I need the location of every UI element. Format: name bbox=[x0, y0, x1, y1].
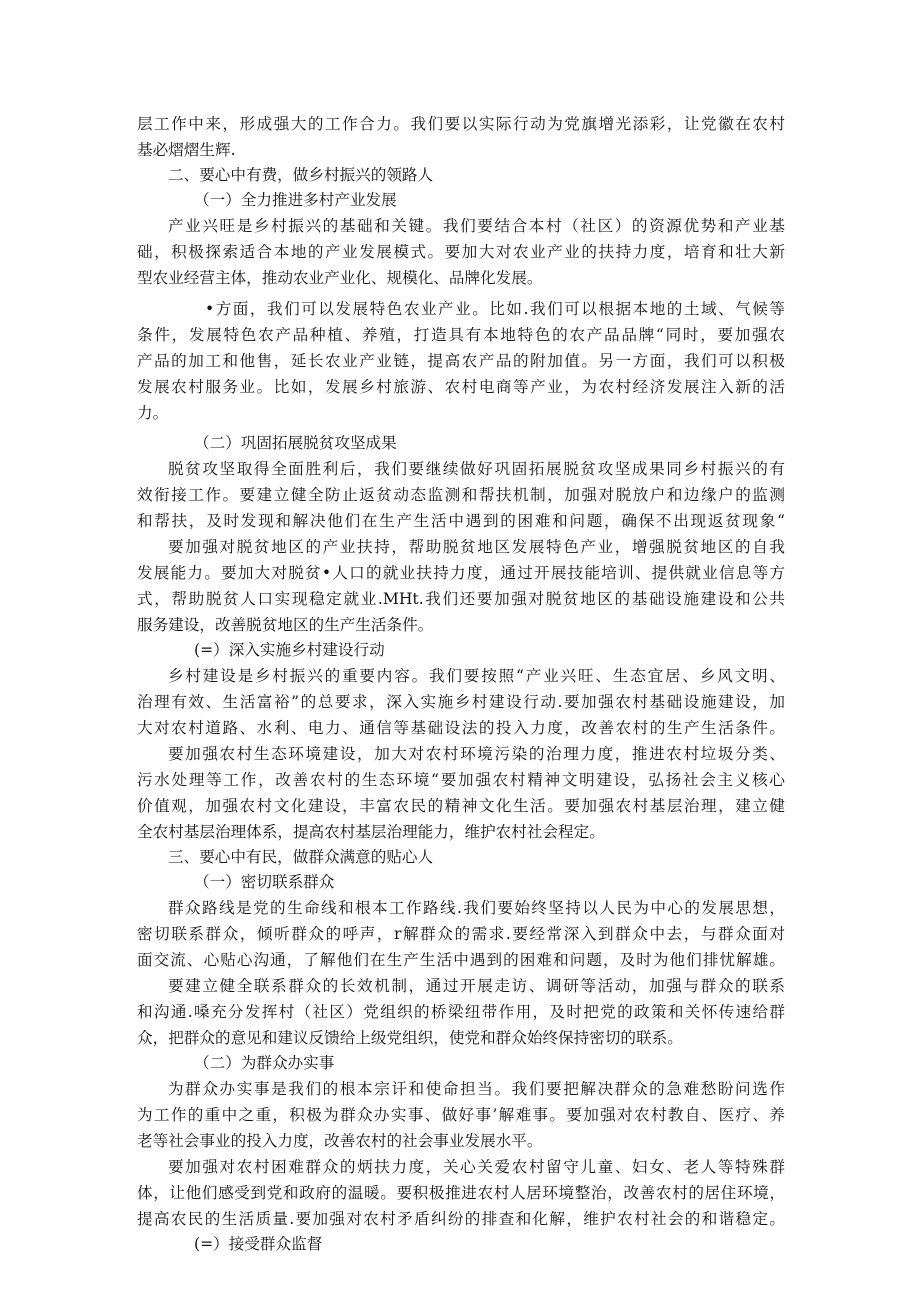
text-line: 条件，发展特色农产品种植、养殖，打造具有本地特色的农产品品牌“同时，要加强农 bbox=[137, 326, 785, 344]
text-line: 效衔接工作。要建立健全防止返贫动态监测和帮扶机制，加强对脱放户和边缘户的监测 bbox=[137, 486, 785, 504]
text-line: 老等社会事业的投入力度，改善农村的社会事业发展水平。 bbox=[137, 1132, 543, 1150]
text-line: 和沟通.嗓充分发挥村（社区）党组织的桥梁纽带作用，及时把党的政策和关怀传速给群 bbox=[137, 1003, 785, 1021]
document-body bbox=[137, 111, 785, 1257]
text-line: 要建立健全联系群众的长效机制，通过开展走访、调研等活动，加强与群众的联系 bbox=[168, 977, 785, 995]
text-line: 提高农民的生活质量.要加强对农村矛盾纠纷的排查和化解，维护农村社会的和谐稳定。 bbox=[137, 1210, 785, 1228]
text-line: 和帮扶，及时发现和解决他们在生产生活中遇到的困难和问题，确保不出现返贫现象“ bbox=[137, 512, 785, 530]
subsection-heading: （二）巩固拓展脱贫攻坚成果 bbox=[194, 434, 397, 452]
text-line: 服务建设，改善脱贫地区的生产生活条件。 bbox=[137, 616, 434, 634]
text-line: 基必熠熠生辉. bbox=[137, 141, 236, 159]
text-line: 大对农村道路、水利、电力、通信等基础设法的投入力度，改善农村的生产生活条件。 bbox=[137, 719, 785, 737]
text-line: 为工作的重中之重，积极为群众办实事、做好事’解难事。要加强对农村教自、医疗、养 bbox=[137, 1106, 785, 1124]
text-line: 层工作中来，形成强大的工作合力。我们要以实际行动为党旗增光添彩，让党徽在农村 bbox=[137, 115, 785, 133]
text-line: 面交流、心贴心沟通，了解他们在生产生活中遇到的困难和问题，及时为他们排忧解雄。 bbox=[137, 951, 785, 969]
subsection-heading: （一）密切联系群众 bbox=[194, 873, 335, 891]
text-line: 要加强对脱贫地区的产业扶持，帮助脱贫地区发展特色产业，增强脱贫地区的自我 bbox=[168, 538, 785, 556]
text-line: 体，让他们感受到党和政府的温暖。要积极推进农村人居环境整治，改善农村的居住环境， bbox=[137, 1184, 785, 1202]
text-line: 全农村基层治理体系，提高农村基层治理能力，维护农村社会程定。 bbox=[137, 823, 605, 841]
text-line: 众，把群众的意见和建议反馈给上级党组织，使党和群众始终保持密切的联系。 bbox=[137, 1029, 683, 1047]
subsection-heading: (=）接受群众监督 bbox=[194, 1235, 323, 1253]
text-line: 发展农村服务业。比如，发展乡村旅游、农村电商等产业，为农村经济发展注入新的活 bbox=[137, 378, 785, 396]
text-line: 密切联系群众，倾听群众的呼声，r解群众的需求.要经常深入到群众中去，与群众面对 bbox=[137, 925, 785, 943]
text-line: 乡村建设是乡村振兴的重要内容。我们要按照“产业兴旺、生态宜居、乡风文明、 bbox=[168, 667, 785, 685]
subsection-heading: （二）为群众办实事 bbox=[194, 1054, 335, 1072]
section-heading: 二、要心中有费，做乡村振兴的领路人 bbox=[168, 166, 434, 184]
text-line: 础，积极探索适合本地的产业发展模式。要加大对农业产业的扶持力度，培育和壮大新 bbox=[137, 243, 785, 261]
text-line: 产品的加工和他售，延长农业产业链，提高农产品的附加值。另一方面，我们可以积极 bbox=[137, 352, 785, 370]
text-line: 价值观，加强农村文化建设，丰富农民的精神文化生活。要加强农村基层治理，建立健 bbox=[137, 797, 785, 815]
text-line: 产业兴旺是乡村振兴的基础和关键。我们要结合本村（社区）的资源优势和产业基 bbox=[168, 217, 785, 235]
subsection-heading: （一）全力推进多村产业发展 bbox=[194, 191, 397, 209]
text-line: 发展能力。要加大对脱贫•人口的就业扶持力度，通过开展技能培训、提供就业信息等方 bbox=[137, 564, 785, 582]
text-line: 为群众办实事是我们的根本宗讦和使命担当。我们要把解决群众的急难愁盼问选作 bbox=[168, 1080, 785, 1098]
text-line: 治理有效、生活富裕”的总要求，深入实施乡村建设行动.要加强农村基础设施建设，加 bbox=[137, 693, 785, 711]
text-line: 污水处理等工作，改善农村的生态环境“要加强农村精神文明建设，弘扬社会主义核心 bbox=[137, 771, 785, 789]
text-line: 脱贫攻坚取得全面胜利后，我们要继续做好巩固拓展脱贫攻坚成果同乡村振兴的有 bbox=[168, 460, 785, 478]
section-heading: 三、要心中有民，做群众满意的贴心人 bbox=[168, 848, 434, 866]
text-line: 要加强对农村困难群众的炳扶力度，关心关爱农村留守儿童、妇女、老人等特殊群 bbox=[168, 1158, 785, 1176]
text-line: 型农业经营主体，推动农业产业化、规模化、品牌化发展。 bbox=[137, 269, 543, 287]
text-line: 力。 bbox=[137, 404, 169, 422]
text-line: 式，帮助脱贫人口实现稳定就业.MHt.我们还要加强对脱贫地区的基础设施建设和公共 bbox=[137, 590, 785, 608]
subsection-heading: (=）深入实施乡村建设行动 bbox=[194, 641, 385, 659]
text-line: 群众路线是党的生命线和根本工作路线.我们要始终坚持以人民为中心的发展思想， bbox=[168, 899, 785, 917]
text-line: •方面，我们可以发展特色农业产业。比如.我们可以根据本地的土域、气候等 bbox=[205, 300, 785, 318]
text-line: 要加强农村生态环境建设，加大对农村环境污染的治理力度，推进农村垃圾分类、 bbox=[168, 745, 785, 763]
